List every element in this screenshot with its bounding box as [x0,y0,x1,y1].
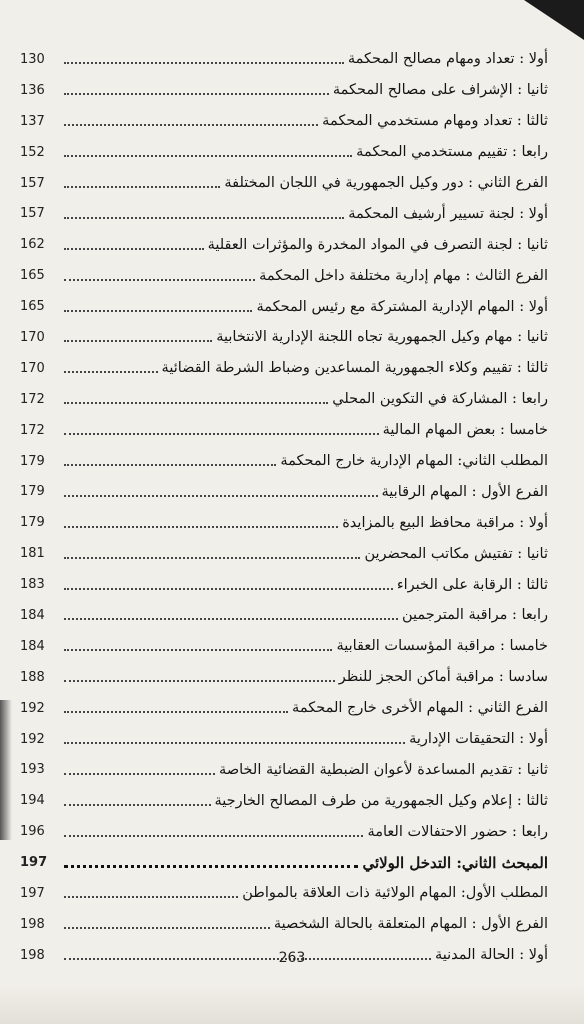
toc-page-number: 172 [20,391,45,407]
dot-leader [64,310,252,312]
toc-page-number: 170 [20,360,45,376]
toc-entry-title: رابعا : المشاركة في التكوين المحلي [332,391,548,408]
toc-entry [20,631,548,662]
toc-page-number: 179 [20,515,45,531]
toc-page-number: 198 [20,947,45,963]
dot-leader [64,248,204,250]
toc-entry [20,168,548,199]
toc-entry-title: رابعا : حضور الاحتفالات العامة [367,823,548,840]
toc-entry [20,446,548,477]
dot-leader [64,93,329,95]
toc-entry [20,353,548,384]
toc-entry-title: ثالثا : تعداد ومهام مستخدمي المحكمة [322,113,548,130]
toc-entry-title: ثانيا : مهام وكيل الجمهورية تجاه اللجنة الإدارية الانتخابية [216,329,548,346]
toc-entry [20,600,548,631]
toc-entry-title: أولا : الحالة المدنية [434,947,548,964]
dot-leader [64,649,332,651]
toc-entry-title: أولا : مراقبة محافظ البيع بالمزايدة [342,514,548,531]
page-bottom-margin [0,984,584,1024]
toc-entry [20,106,548,137]
toc-entry [20,816,548,847]
dot-leader [64,557,360,559]
toc-entry-title: الفرع الثاني : دور وكيل الجمهورية في اللجان المختلفة [224,175,548,191]
toc-page-number: 193 [20,762,45,778]
toc-page-number: 197 [20,885,45,901]
dot-leader [64,588,393,590]
toc-entry [20,260,548,291]
toc-entry-title: رابعا : مراقبة المترجمين [401,607,548,624]
toc-entry-title: أولا : التحقيقات الإدارية [409,731,548,748]
toc-entry [20,476,548,507]
dot-leader [64,217,344,219]
dot-leader [64,865,358,868]
toc-entry-title: ثانيا : الإشراف على مصالح المحكمة [332,82,548,99]
dot-leader [64,402,328,404]
toc-entry-title: أولا : لجنة تسيير أرشيف المحكمة [348,205,548,222]
toc-section-title: المبحث الثاني: التدخل الولائي [362,853,548,872]
toc-page-number: 183 [20,577,45,593]
dot-leader [64,927,270,929]
toc-entry [20,44,548,75]
dot-leader [64,279,255,281]
toc-page-number: 157 [20,206,45,222]
table-of-contents [20,44,548,971]
toc-entry-title: أولا : تعداد ومهام مصالح المحكمة [347,51,548,68]
toc-entry [20,878,548,909]
dot-leader [64,340,212,342]
toc-page-number: 196 [20,824,45,840]
toc-page-number: 192 [20,700,45,716]
toc-entry-title: ثالثا : تقييم وكلاء الجمهورية المساعدين وضباط الشرطة القضائية [161,360,548,377]
toc-page-number: 136 [20,82,45,98]
toc-page-number: 197 [20,855,48,871]
toc-entry [20,384,548,415]
toc-entry [20,198,548,229]
dot-leader [64,433,379,435]
toc-entry-title: ثالثا : الرقابة على الخبراء [396,576,548,593]
toc-page-number: 130 [20,51,45,67]
toc-page-number: 170 [20,329,45,345]
toc-entry [20,662,548,693]
toc-entry-title: ثالثا : إعلام وكيل الجمهورية من طرف المصالح الخارجية [214,792,548,809]
toc-entry-title: خامسا : مراقبة المؤسسات العقابية [336,638,548,655]
toc-page-number: 194 [20,793,45,809]
toc-entry-title: المطلب الأول: المهام الولائية ذات العلاقة بالمواطن [242,885,548,902]
toc-entry-title: الفرع الثاني : المهام الأخرى خارج المحكمة [292,700,548,717]
toc-page-number: 181 [20,546,45,562]
dot-leader [64,742,405,744]
toc-entry [20,909,548,940]
toc-entry-title: رابعا : تقييم مستخدمي المحكمة [356,144,548,161]
page-corner-shadow [524,0,584,40]
toc-page-number: 179 [20,453,45,469]
toc-page-number: 162 [20,237,45,253]
toc-page-number: 157 [20,175,45,191]
dot-leader [64,896,238,898]
toc-entry-title: ثانيا : تقديم المساعدة لأعوان الضبطية القضائية الخاصة [219,761,548,778]
dot-leader [64,526,338,528]
toc-page-number: 184 [20,607,45,623]
dot-leader [64,618,398,620]
toc-entry [20,785,548,816]
toc-entry-title: الفرع الأول : المهام الرقابية [381,483,548,500]
toc-page-number: 188 [20,669,45,685]
page-edge-shadow [0,700,12,840]
toc-entry [20,291,548,322]
toc-entry-title: ثانيا : تفتيش مكاتب المحضرين [364,545,548,562]
toc-entry-title: الفرع الأول : المهام المتعلقة بالحالة الشخصية [273,916,548,933]
toc-entry [20,137,548,168]
toc-page-number: 172 [20,422,45,438]
dot-leader [64,371,158,373]
page-number: 263 [278,950,306,966]
toc-page-number: 179 [20,484,45,500]
toc-page-number: 152 [20,144,45,160]
dot-leader [64,155,352,157]
dot-leader [64,464,276,466]
toc-page-number: 165 [20,299,45,315]
toc-entry-title: سادسا : مراقبة أماكن الحجز للنظر [338,669,548,686]
toc-entry-title: أولا : المهام الإدارية المشتركة مع رئيس المحكمة [256,298,548,315]
toc-entry [20,693,548,724]
dot-leader [64,186,220,188]
toc-entry-section [20,847,548,878]
toc-entry [20,724,548,755]
dot-leader [64,804,211,806]
toc-entry-title: المطلب الثاني: المهام الإدارية خارج المحكمة [280,453,548,470]
dot-leader [64,124,318,126]
dot-leader [64,835,363,837]
toc-page-number: 165 [20,268,45,284]
toc-page-number: 137 [20,113,45,129]
toc-entry-title: خامسا : بعض المهام المالية [382,422,548,439]
toc-entry [20,415,548,446]
toc-entry-title: الفرع الثالث : مهام إدارية مختلفة داخل المحكمة [259,267,548,284]
toc-entry-title: ثانيا : لجنة التصرف في المواد المخدرة والمؤثرات العقلية [207,236,548,253]
toc-page-number: 198 [20,916,45,932]
dot-leader [64,495,378,497]
toc-entry [20,229,548,260]
toc-entry [20,569,548,600]
dot-leader [64,680,335,682]
toc-page-number: 192 [20,731,45,747]
toc-entry [20,75,548,106]
toc-entry [20,507,548,538]
toc-entry [20,322,548,353]
toc-entry [20,538,548,569]
dot-leader [64,711,288,713]
dot-leader [64,773,215,775]
dot-leader [64,62,344,64]
toc-entry [20,754,548,785]
toc-page-number: 184 [20,638,45,654]
